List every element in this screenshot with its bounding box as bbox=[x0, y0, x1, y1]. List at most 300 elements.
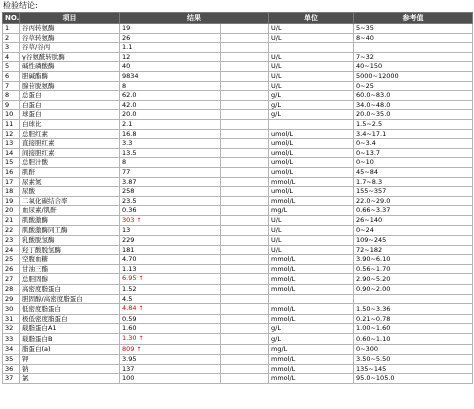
result-value bbox=[120, 206, 221, 216]
result-flag-cell bbox=[221, 314, 269, 324]
item-name: 腺苷脱氨酶 bbox=[20, 81, 120, 91]
row-number: 8 bbox=[3, 91, 20, 101]
reference-range: 0~24 bbox=[354, 226, 473, 236]
item-name: 极低密度脂蛋白 bbox=[20, 314, 120, 324]
result-value-text: 229 bbox=[122, 236, 135, 245]
table-row bbox=[3, 167, 473, 177]
result-value-text: 1.13 bbox=[122, 264, 137, 273]
result-value bbox=[120, 158, 221, 168]
result-value-text: 3.3 bbox=[122, 139, 133, 148]
table-row bbox=[3, 304, 473, 315]
item-name: 直接胆红素 bbox=[20, 139, 120, 149]
high-arrow-icon: ↑ bbox=[138, 275, 144, 283]
row-number: 7 bbox=[3, 81, 20, 91]
unit-value: U/L bbox=[269, 33, 354, 43]
result-flag-cell bbox=[221, 52, 269, 62]
reference-range: 135~145 bbox=[354, 364, 473, 374]
row-number: 2 bbox=[3, 33, 20, 43]
row-number: 3 bbox=[3, 43, 20, 53]
result-value-text: 2.1 bbox=[122, 119, 133, 128]
result-flag-cell bbox=[221, 374, 269, 384]
unit-value: mmol/L bbox=[269, 285, 354, 295]
row-number: 5 bbox=[3, 62, 20, 72]
result-value-text: 9834 bbox=[122, 71, 139, 80]
unit-value: umol/L bbox=[269, 148, 354, 158]
table-row bbox=[3, 148, 473, 158]
unit-value: mmol/L bbox=[269, 364, 354, 374]
header-result: 结果 bbox=[120, 13, 269, 24]
table-row bbox=[3, 364, 473, 374]
reference-range: 0~25 bbox=[354, 81, 473, 91]
result-flag-cell bbox=[221, 294, 269, 304]
result-value bbox=[120, 264, 221, 274]
result-flag-cell bbox=[221, 274, 269, 285]
result-flag-cell bbox=[221, 91, 269, 101]
result-flag-cell bbox=[221, 187, 269, 197]
result-flag-cell bbox=[221, 43, 269, 53]
result-value-text: 3.95 bbox=[122, 355, 137, 364]
row-number: 4 bbox=[3, 52, 20, 62]
reference-range bbox=[354, 294, 473, 304]
table-row bbox=[3, 81, 473, 91]
result-value bbox=[120, 196, 221, 206]
item-name: 肌酸激酶同工酶 bbox=[20, 226, 120, 236]
row-number: 33 bbox=[3, 334, 20, 345]
result-value bbox=[120, 81, 221, 91]
result-value bbox=[120, 324, 221, 334]
table-row bbox=[3, 324, 473, 334]
item-name: 白蛋白 bbox=[20, 100, 120, 110]
result-value-text: 42.0 bbox=[122, 100, 137, 109]
result-value bbox=[120, 255, 221, 265]
unit-value: g/L bbox=[269, 324, 354, 334]
result-value-text: 1.1 bbox=[122, 43, 133, 52]
reference-range: 7~32 bbox=[354, 52, 473, 62]
reference-range: 0.90~2.00 bbox=[354, 285, 473, 295]
high-arrow-icon: ↑ bbox=[136, 345, 142, 353]
unit-value: U/L bbox=[269, 71, 354, 81]
result-value bbox=[120, 215, 221, 226]
result-flag-cell bbox=[221, 71, 269, 81]
result-value bbox=[120, 167, 221, 177]
unit-value: U/L bbox=[269, 81, 354, 91]
item-name: 胆碱酯酶 bbox=[20, 71, 120, 81]
item-name: 脂蛋白(a) bbox=[20, 344, 120, 355]
row-number: 13 bbox=[3, 139, 20, 149]
unit-value bbox=[269, 119, 354, 129]
table-row bbox=[3, 71, 473, 81]
table-row bbox=[3, 294, 473, 304]
result-flag-cell bbox=[221, 100, 269, 110]
table-body bbox=[3, 24, 473, 384]
item-name: 谷草/谷丙 bbox=[20, 43, 120, 53]
reference-range: 1.7~8.3 bbox=[354, 177, 473, 187]
item-name: 总胆固醇 bbox=[20, 274, 120, 285]
item-name: 钠 bbox=[20, 364, 120, 374]
result-flag-cell bbox=[221, 148, 269, 158]
row-number: 12 bbox=[3, 129, 20, 139]
header-item: 项目 bbox=[20, 13, 120, 24]
result-value-text: 40 bbox=[122, 62, 131, 71]
table-row bbox=[3, 196, 473, 206]
unit-value: U/L bbox=[269, 24, 354, 34]
result-flag-cell bbox=[221, 167, 269, 177]
unit-value: U/L bbox=[269, 226, 354, 236]
row-number: 10 bbox=[3, 110, 20, 120]
table-row bbox=[3, 355, 473, 365]
item-name: 肌酐 bbox=[20, 167, 120, 177]
reference-range: 5~35 bbox=[354, 24, 473, 34]
item-name: 二氧化碳结合率 bbox=[20, 196, 120, 206]
table-row bbox=[3, 43, 473, 53]
reference-range: 3.90~6.10 bbox=[354, 255, 473, 265]
item-name: 羟丁酸脱氢酶 bbox=[20, 245, 120, 255]
reference-range: 0.60~1.10 bbox=[354, 334, 473, 345]
reference-range: 0~10 bbox=[354, 158, 473, 168]
result-flag-cell bbox=[221, 24, 269, 34]
result-flag-cell bbox=[221, 324, 269, 334]
result-value bbox=[120, 33, 221, 43]
row-number: 30 bbox=[3, 304, 20, 315]
result-value-text: 809 bbox=[122, 344, 135, 353]
row-number: 22 bbox=[3, 226, 20, 236]
unit-value: U/L bbox=[269, 236, 354, 246]
item-name: 甘油三酯 bbox=[20, 264, 120, 274]
item-name: 碱性磷酸酶 bbox=[20, 62, 120, 72]
table-row bbox=[3, 91, 473, 101]
row-number: 31 bbox=[3, 314, 20, 324]
result-value-text: 1.30 bbox=[122, 334, 137, 342]
result-value bbox=[120, 177, 221, 187]
result-flag-cell bbox=[221, 285, 269, 295]
item-name: 间接胆红素 bbox=[20, 148, 120, 158]
result-value-text: 1.60 bbox=[122, 324, 137, 333]
reference-range: 26~140 bbox=[354, 215, 473, 226]
result-flag-cell bbox=[221, 334, 269, 345]
reference-range: 0.21~0.78 bbox=[354, 314, 473, 324]
row-number: 18 bbox=[3, 187, 20, 197]
result-value bbox=[120, 334, 221, 345]
result-value-text: 0.36 bbox=[122, 206, 137, 215]
result-value bbox=[120, 91, 221, 101]
high-arrow-icon: ↑ bbox=[138, 335, 144, 342]
item-name: 尿酸 bbox=[20, 187, 120, 197]
result-flag-cell bbox=[221, 206, 269, 216]
item-name: 载脂蛋白A1 bbox=[20, 324, 120, 334]
table-row bbox=[3, 62, 473, 72]
result-value bbox=[120, 119, 221, 129]
header-ref: 参考值 bbox=[354, 13, 473, 24]
result-flag-cell bbox=[221, 226, 269, 236]
reference-range: 5000~12000 bbox=[354, 71, 473, 81]
result-value-text: 100 bbox=[122, 374, 135, 383]
result-value bbox=[120, 148, 221, 158]
unit-value: mg/L bbox=[269, 344, 354, 355]
unit-value: umol/L bbox=[269, 139, 354, 149]
row-number: 32 bbox=[3, 324, 20, 334]
unit-value: mmol/L bbox=[269, 374, 354, 384]
result-flag-cell bbox=[221, 196, 269, 206]
result-value-text: 20.0 bbox=[122, 110, 137, 119]
result-value-text: 26 bbox=[122, 33, 131, 42]
reference-range: 155~357 bbox=[354, 187, 473, 197]
item-name: 球蛋白 bbox=[20, 110, 120, 120]
reference-range: 0~3.4 bbox=[354, 139, 473, 149]
item-name: 胆固醇/高密度脂蛋白 bbox=[20, 294, 120, 304]
row-number: 26 bbox=[3, 264, 20, 274]
result-value bbox=[120, 344, 221, 355]
reference-range bbox=[354, 43, 473, 53]
table-row bbox=[3, 226, 473, 236]
unit-value: g/L bbox=[269, 334, 354, 345]
result-flag-cell bbox=[221, 236, 269, 246]
reference-range: 95.0~105.0 bbox=[354, 374, 473, 384]
item-name: 高密度脂蛋白 bbox=[20, 285, 120, 295]
result-value bbox=[120, 139, 221, 149]
result-flag-cell bbox=[221, 119, 269, 129]
result-value bbox=[120, 285, 221, 295]
item-name: 乳酸脱氢酶 bbox=[20, 236, 120, 246]
high-arrow-icon: ↑ bbox=[136, 216, 142, 224]
result-value-text: 8 bbox=[122, 158, 127, 167]
table-row bbox=[3, 119, 473, 129]
unit-value: mmol/L bbox=[269, 196, 354, 206]
result-flag-cell bbox=[221, 215, 269, 226]
row-number: 16 bbox=[3, 167, 20, 177]
unit-value: U/L bbox=[269, 52, 354, 62]
result-value bbox=[120, 364, 221, 374]
result-flag-cell bbox=[221, 62, 269, 72]
reference-range: 1.00~1.60 bbox=[354, 324, 473, 334]
result-flag-cell bbox=[221, 129, 269, 139]
item-name: γ谷氨酰转肽酶 bbox=[20, 52, 120, 62]
table-row bbox=[3, 215, 473, 226]
reference-range: 60.0~83.0 bbox=[354, 91, 473, 101]
reference-range: 0~13.7 bbox=[354, 148, 473, 158]
table-row bbox=[3, 374, 473, 384]
row-number: 1 bbox=[3, 24, 20, 34]
row-number: 34 bbox=[3, 344, 20, 355]
unit-value: U/L bbox=[269, 62, 354, 72]
unit-value: g/L bbox=[269, 100, 354, 110]
unit-value: umol/L bbox=[269, 167, 354, 177]
item-name: 血尿素/肌酐 bbox=[20, 206, 120, 216]
high-arrow-icon: ↑ bbox=[138, 305, 144, 313]
unit-value bbox=[269, 294, 354, 304]
reference-range: 0.66~3.37 bbox=[354, 206, 473, 216]
result-value-text: 23.5 bbox=[122, 196, 137, 205]
reference-range: 0~300 bbox=[354, 344, 473, 355]
row-number: 17 bbox=[3, 177, 20, 187]
reference-range: 3.4~17.1 bbox=[354, 129, 473, 139]
unit-value: umol/L bbox=[269, 129, 354, 139]
result-value-text: 6.95 bbox=[122, 274, 137, 283]
result-value bbox=[120, 226, 221, 236]
unit-value: mmol/L bbox=[269, 177, 354, 187]
table-row bbox=[3, 344, 473, 355]
table-row bbox=[3, 245, 473, 255]
unit-value: mmol/L bbox=[269, 304, 354, 315]
row-number: 25 bbox=[3, 255, 20, 265]
result-flag-cell bbox=[221, 355, 269, 365]
unit-value: mmol/L bbox=[269, 274, 354, 285]
header-no: NO. bbox=[3, 13, 20, 24]
result-value bbox=[120, 52, 221, 62]
result-value-text: 4.5 bbox=[122, 294, 133, 303]
result-value bbox=[120, 110, 221, 120]
reference-range: 3.50~5.50 bbox=[354, 355, 473, 365]
result-value-text: 181 bbox=[122, 245, 135, 254]
reference-range: 1.50~3.36 bbox=[354, 304, 473, 315]
item-name: 尿素氮 bbox=[20, 177, 120, 187]
item-name: 白球比 bbox=[20, 119, 120, 129]
item-name: 空腹血糖 bbox=[20, 255, 120, 265]
item-name: 总胆汁酸 bbox=[20, 158, 120, 168]
unit-value: U/L bbox=[269, 245, 354, 255]
reference-range: 45~84 bbox=[354, 167, 473, 177]
row-number: 28 bbox=[3, 285, 20, 295]
result-value bbox=[120, 236, 221, 246]
result-value-text: 1.52 bbox=[122, 285, 137, 294]
result-value-text: 303 bbox=[122, 215, 135, 224]
lab-results-table bbox=[2, 12, 473, 384]
row-number: 19 bbox=[3, 196, 20, 206]
result-value bbox=[120, 245, 221, 255]
item-name: 总胆红素 bbox=[20, 129, 120, 139]
result-value bbox=[120, 294, 221, 304]
unit-value: g/L bbox=[269, 91, 354, 101]
item-name: 载脂蛋白B bbox=[20, 334, 120, 345]
row-number: 21 bbox=[3, 215, 20, 226]
table-row bbox=[3, 264, 473, 274]
unit-value: umol/L bbox=[269, 158, 354, 168]
reference-range: 20.0~35.0 bbox=[354, 110, 473, 120]
result-value-text: 13.5 bbox=[122, 148, 137, 157]
table-row bbox=[3, 334, 473, 345]
result-value bbox=[120, 187, 221, 197]
row-number: 14 bbox=[3, 148, 20, 158]
result-value bbox=[120, 374, 221, 384]
table-row bbox=[3, 110, 473, 120]
reference-range: 109~245 bbox=[354, 236, 473, 246]
table-row bbox=[3, 52, 473, 62]
row-number: 35 bbox=[3, 355, 20, 365]
unit-value: mg/L bbox=[269, 206, 354, 216]
result-flag-cell bbox=[221, 364, 269, 374]
table-header-row bbox=[3, 13, 473, 24]
unit-value: umol/L bbox=[269, 187, 354, 197]
result-value-text: 0.59 bbox=[122, 314, 137, 323]
unit-value: mmol/L bbox=[269, 314, 354, 324]
table-row bbox=[3, 206, 473, 216]
row-number: 36 bbox=[3, 364, 20, 374]
row-number: 24 bbox=[3, 245, 20, 255]
result-value-text: 4.84 bbox=[122, 304, 137, 313]
item-name: 谷丙转氨酶 bbox=[20, 24, 120, 34]
unit-value: U/L bbox=[269, 215, 354, 226]
row-number: 15 bbox=[3, 158, 20, 168]
row-number: 6 bbox=[3, 71, 20, 81]
result-value-text: 12 bbox=[122, 52, 131, 61]
result-flag-cell bbox=[221, 139, 269, 149]
result-flag-cell bbox=[221, 33, 269, 43]
result-value bbox=[120, 62, 221, 72]
result-value-text: 13 bbox=[122, 226, 131, 235]
table-row bbox=[3, 255, 473, 265]
result-value bbox=[120, 71, 221, 81]
result-value bbox=[120, 304, 221, 315]
result-value-text: 19 bbox=[122, 24, 131, 32]
table-row bbox=[3, 187, 473, 197]
result-value bbox=[120, 274, 221, 285]
row-number: 27 bbox=[3, 274, 20, 285]
result-flag-cell bbox=[221, 177, 269, 187]
result-flag-cell bbox=[221, 245, 269, 255]
result-value bbox=[120, 355, 221, 365]
table-row bbox=[3, 129, 473, 139]
item-name: 谷草转氨酶 bbox=[20, 33, 120, 43]
result-value-text: 77 bbox=[122, 167, 131, 176]
reference-range: 72~182 bbox=[354, 245, 473, 255]
result-flag-cell bbox=[221, 264, 269, 274]
table-row bbox=[3, 274, 473, 285]
report-caption: 检验结论: bbox=[3, 1, 38, 10]
reference-range: 34.0~48.0 bbox=[354, 100, 473, 110]
result-value bbox=[120, 43, 221, 53]
item-name: 总蛋白 bbox=[20, 91, 120, 101]
unit-value: mmol/L bbox=[269, 264, 354, 274]
table-row bbox=[3, 236, 473, 246]
result-value bbox=[120, 100, 221, 110]
unit-value: mmol/L bbox=[269, 255, 354, 265]
result-flag-cell bbox=[221, 304, 269, 315]
result-value-text: 8 bbox=[122, 81, 127, 90]
unit-value: mmol/L bbox=[269, 355, 354, 365]
unit-value bbox=[269, 43, 354, 53]
table-row bbox=[3, 314, 473, 324]
table-row bbox=[3, 33, 473, 43]
result-flag-cell bbox=[221, 110, 269, 120]
table-row bbox=[3, 177, 473, 187]
reference-range: 1.5~2.5 bbox=[354, 119, 473, 129]
result-value bbox=[120, 24, 221, 34]
result-value-text: 137 bbox=[122, 364, 135, 373]
result-flag-cell bbox=[221, 158, 269, 168]
table-row bbox=[3, 100, 473, 110]
reference-range: 22.0~29.0 bbox=[354, 196, 473, 206]
item-name: 低密度脂蛋白 bbox=[20, 304, 120, 315]
row-number: 11 bbox=[3, 119, 20, 129]
table-row bbox=[3, 158, 473, 168]
row-number: 37 bbox=[3, 374, 20, 384]
result-value bbox=[120, 314, 221, 324]
reference-range: 0.56~1.70 bbox=[354, 264, 473, 274]
result-value-text: 3.87 bbox=[122, 177, 137, 186]
unit-value: g/L bbox=[269, 110, 354, 120]
item-name: 氯 bbox=[20, 374, 120, 384]
reference-range: 8~40 bbox=[354, 33, 473, 43]
result-flag-cell bbox=[221, 255, 269, 265]
table-row bbox=[3, 285, 473, 295]
table-row bbox=[3, 139, 473, 149]
result-value-text: 258 bbox=[122, 187, 135, 196]
item-name: 钾 bbox=[20, 355, 120, 365]
item-name: 肌酸激酶 bbox=[20, 215, 120, 226]
row-number: 9 bbox=[3, 100, 20, 110]
result-value-text: 16.8 bbox=[122, 129, 137, 138]
result-value-text: 62.0 bbox=[122, 91, 137, 100]
table-row bbox=[3, 24, 473, 34]
